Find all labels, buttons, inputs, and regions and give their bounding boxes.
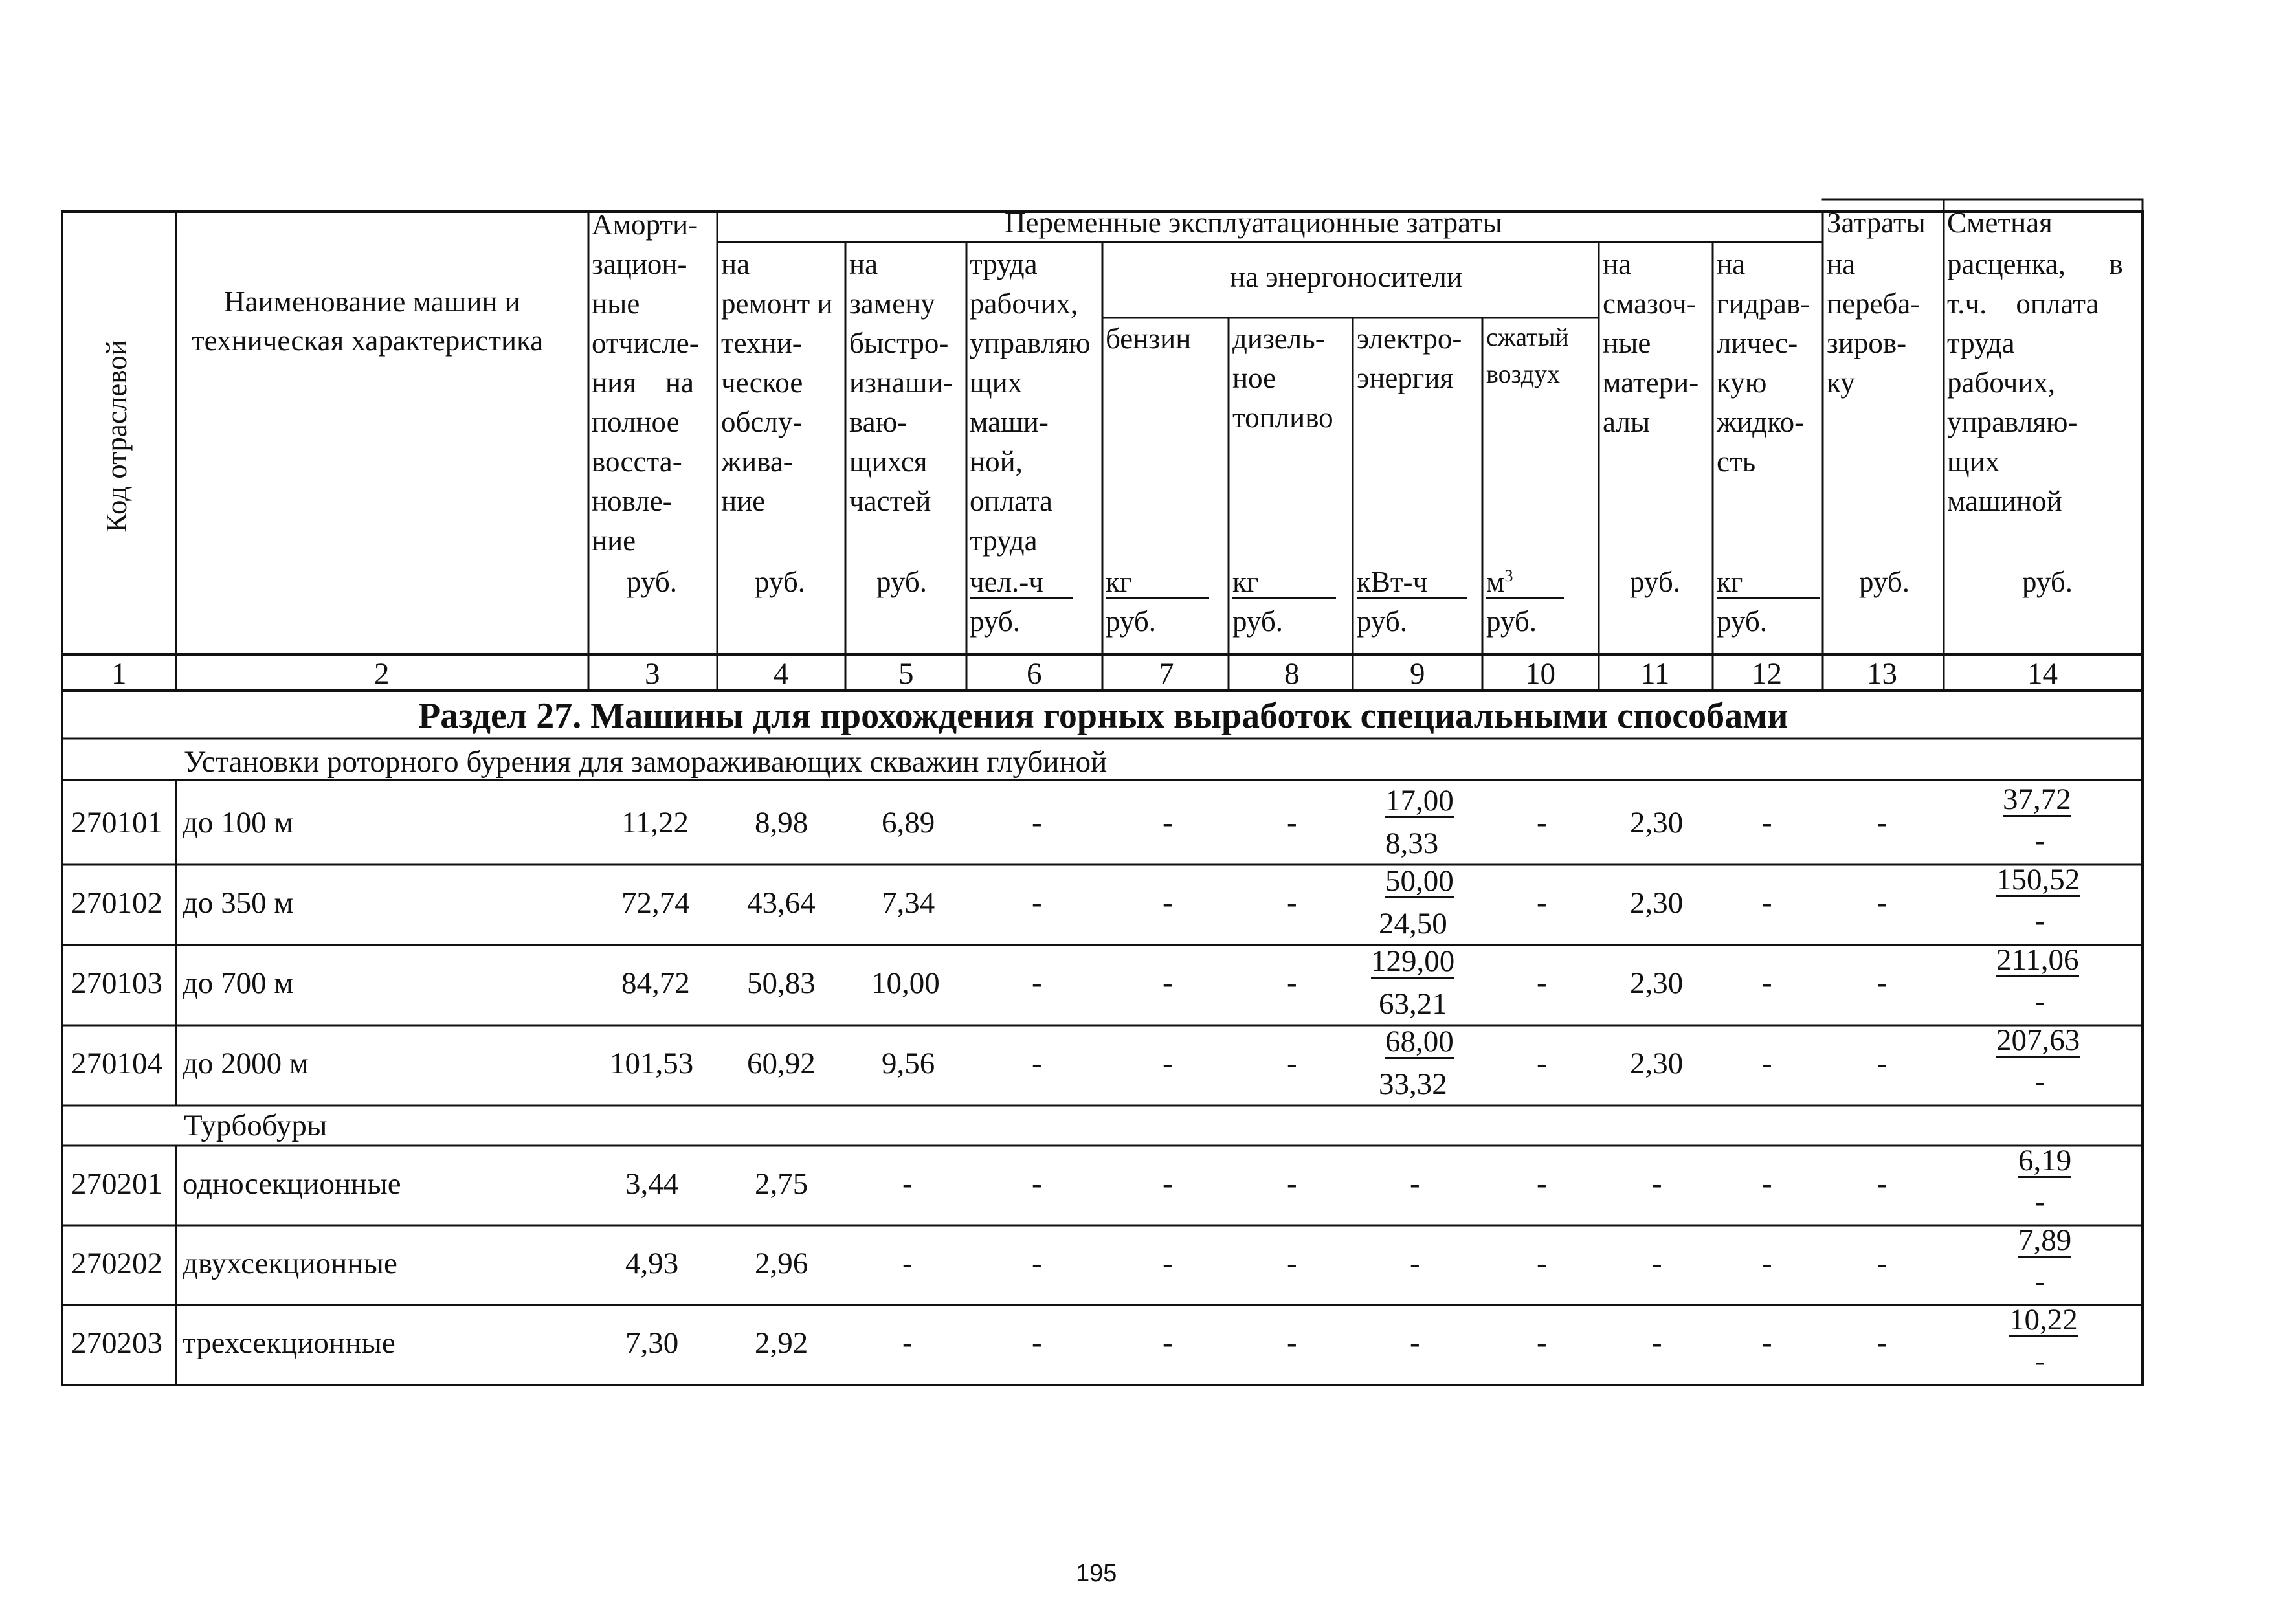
header-line: на [1603, 248, 1632, 280]
cell-repair: 50,83 [747, 966, 816, 1000]
row-code: 270203 [71, 1326, 162, 1360]
cell-parts: - [902, 1167, 913, 1201]
cell-air: - [1537, 1326, 1547, 1360]
cell-relocation: - [1877, 1247, 1888, 1280]
row-code: 270102 [71, 886, 162, 920]
row-name: односекционные [183, 1167, 401, 1201]
cell-rate-top: 207,63 [1996, 1023, 2080, 1057]
cell-hydraulic: - [1762, 1247, 1772, 1280]
header-unit-text: м [1486, 566, 1505, 598]
header-line: бензин [1106, 322, 1192, 355]
cell-parts: 9,56 [882, 1047, 935, 1080]
cell-electricity-bottom: 63,21 [1379, 987, 1447, 1021]
row-name: до 100 м [183, 806, 294, 840]
row-name: до 2000 м [183, 1047, 309, 1080]
cell-rate-bottom: - [2035, 984, 2045, 1018]
header-line: изнаши- [849, 366, 953, 399]
header-unit-top: кВт-ч [1357, 568, 1467, 599]
cell-parts: - [902, 1326, 913, 1360]
header-line: сжатый [1486, 322, 1569, 351]
row-code: 270104 [71, 1047, 162, 1080]
cell-electricity-bottom: 24,50 [1379, 907, 1447, 940]
header-unit-bottom: руб. [1717, 605, 1767, 638]
header-line: ческое [721, 366, 803, 399]
header-line: новле- [592, 485, 673, 517]
cell-hydraulic: - [1762, 966, 1772, 1000]
header-unit-sup: 3 [1504, 566, 1513, 585]
cell-repair: 2,92 [755, 1326, 808, 1360]
header-line: отчисле- [592, 327, 699, 359]
header-line: восста- [592, 445, 682, 478]
header-line: т.ч. оплата [1947, 287, 2099, 320]
cell-petrol: - [1163, 966, 1173, 1000]
cell-petrol: - [1163, 1247, 1173, 1280]
header-line: алы [1603, 406, 1651, 438]
header-line: ремонт и [721, 287, 833, 320]
cell-relocation: - [1877, 886, 1888, 920]
cell-rate-bottom: - [2035, 1065, 2045, 1098]
header-line: личес- [1717, 327, 1798, 359]
cell-electricity-top: 50,00 [1385, 864, 1454, 898]
row-code: 270202 [71, 1247, 162, 1280]
header-unit-top: чел.-ч [970, 568, 1073, 599]
row-name: двухсекционные [183, 1247, 397, 1280]
cell-labor: - [1032, 806, 1042, 840]
cell-petrol: - [1163, 886, 1173, 920]
header-line: полное [592, 406, 680, 438]
cell-diesel: - [1287, 1167, 1297, 1201]
header-line: щихся [849, 445, 928, 478]
cell-diesel: - [1287, 1326, 1297, 1360]
header-line: маши- [970, 406, 1049, 438]
header-line: электро- [1357, 322, 1462, 355]
header-line: ваю- [849, 406, 908, 438]
cell-diesel: - [1287, 886, 1297, 920]
column-number: 12 [1752, 657, 1782, 691]
cell-repair: 60,92 [747, 1047, 816, 1080]
header-line: переба- [1827, 287, 1921, 320]
header-unit: руб. [1630, 566, 1680, 598]
cell-hydraulic: - [1762, 806, 1772, 840]
cell-electricity: - [1410, 1167, 1420, 1201]
cell-rate-bottom: - [2035, 904, 2045, 938]
header-name-line: техническая характеристика [192, 324, 544, 357]
row-name: до 700 м [183, 966, 294, 1000]
cell-rate-bottom: - [2035, 824, 2045, 858]
column-number: 14 [2027, 657, 2058, 691]
column-number: 7 [1159, 657, 1174, 691]
header-line: на [849, 248, 878, 280]
cell-amortization: 101,53 [610, 1047, 694, 1080]
cell-electricity-bottom: 8,33 [1385, 827, 1439, 860]
section-title: Раздел 27. Машины для прохождения горных выработок специальными способами [418, 696, 1788, 736]
header-line: рабочих, [970, 287, 1078, 320]
header-line: ные [592, 287, 640, 320]
cell-rate-bottom: - [2035, 1185, 2045, 1219]
cell-air: - [1537, 1167, 1547, 1201]
header-name-line: Наименование машин и [224, 285, 520, 318]
row-code: 270103 [71, 966, 162, 1000]
row-code: 270101 [71, 806, 162, 840]
header-line: управляю- [1947, 406, 2078, 438]
header-line: управляю [970, 327, 1091, 359]
column-number: 11 [1640, 657, 1670, 691]
cell-repair: 43,64 [747, 886, 816, 920]
header-line: труда [1947, 327, 2015, 359]
column-number: 6 [1027, 657, 1042, 691]
cell-hydraulic: - [1762, 1047, 1772, 1080]
cell-parts: - [902, 1247, 913, 1280]
row-code: 270201 [71, 1167, 162, 1201]
group-title: Турбобуры [184, 1109, 328, 1142]
header-line: дизель- [1232, 322, 1325, 355]
cell-labor: - [1032, 1167, 1042, 1201]
header-line: зиров- [1827, 327, 1907, 359]
header-line: сть [1717, 445, 1756, 478]
cell-lubricants: 2,30 [1630, 886, 1684, 920]
cell-labor: - [1032, 886, 1042, 920]
cell-electricity-top: 68,00 [1385, 1025, 1454, 1058]
cell-air: - [1537, 1247, 1547, 1280]
cell-lubricants: 2,30 [1630, 806, 1684, 840]
cell-amortization: 3,44 [625, 1167, 679, 1201]
header-line: зацион- [592, 248, 687, 280]
header-line: на [721, 248, 750, 280]
column-number: 10 [1525, 657, 1555, 691]
row-name: до 350 м [183, 886, 294, 920]
cell-rate-top: 211,06 [1996, 943, 2079, 977]
header-unit-top: кг [1717, 568, 1820, 599]
row-name: трехсекционные [183, 1326, 395, 1360]
header-unit-bottom: руб. [1357, 605, 1407, 638]
cell-electricity-bottom: 33,32 [1379, 1067, 1447, 1101]
header-line: ния на [592, 366, 694, 399]
header-line: ные [1603, 327, 1651, 359]
header-line: обслу- [721, 406, 803, 438]
cell-amortization: 11,22 [621, 806, 689, 840]
cell-petrol: - [1163, 1326, 1173, 1360]
cell-relocation: - [1877, 1167, 1888, 1201]
cell-lubricants: - [1652, 1326, 1662, 1360]
header-line: жидко- [1717, 406, 1805, 438]
cell-petrol: - [1163, 806, 1173, 840]
cell-rate-bottom: - [2035, 1265, 2045, 1298]
cell-labor: - [1032, 1047, 1042, 1080]
header-line: Аморти- [592, 208, 698, 241]
cell-air: - [1537, 1047, 1547, 1080]
header-unit: руб. [755, 566, 805, 598]
cell-parts: 7,34 [882, 886, 935, 920]
header-line: рабочих, [1947, 366, 2056, 399]
header-line: жива- [721, 445, 793, 478]
cell-repair: 2,75 [755, 1167, 808, 1201]
header-variable-group: Переменные эксплуатационные затраты [1005, 206, 1502, 239]
header-unit: руб. [627, 566, 677, 598]
cell-relocation: - [1877, 966, 1888, 1000]
header-line: машиной [1947, 485, 2062, 517]
header-line: топливо [1232, 401, 1333, 434]
header-line: воздух [1486, 359, 1561, 388]
cell-petrol: - [1163, 1167, 1173, 1201]
cell-hydraulic: - [1762, 1326, 1772, 1360]
cell-labor: - [1032, 966, 1042, 1000]
header-line: техни- [721, 327, 802, 359]
header-line: Затраты [1827, 206, 1926, 239]
header-line: быстро- [849, 327, 949, 359]
cell-repair: 2,96 [755, 1247, 808, 1280]
column-number: 5 [898, 657, 914, 691]
header-unit-top: кг [1106, 568, 1209, 599]
column-number: 8 [1284, 657, 1300, 691]
cell-labor: - [1032, 1326, 1042, 1360]
column-number: 9 [1410, 657, 1425, 691]
header-line: оплата [970, 485, 1053, 517]
cell-hydraulic: - [1762, 886, 1772, 920]
header-code-label: Код отраслевой [100, 340, 133, 533]
cell-amortization: 7,30 [625, 1326, 679, 1360]
cell-rate-top: 37,72 [2003, 783, 2071, 816]
cell-relocation: - [1877, 1047, 1888, 1080]
header-unit: руб. [876, 566, 927, 598]
cell-air: - [1537, 966, 1547, 1000]
column-number: 1 [111, 657, 127, 691]
column-number: 2 [374, 657, 390, 691]
header-line: щих [970, 366, 1023, 399]
column-number: 13 [1867, 657, 1897, 691]
cell-amortization: 4,93 [625, 1247, 679, 1280]
header-unit-bottom: руб. [970, 605, 1020, 638]
header-unit-top: кг [1232, 568, 1336, 599]
cell-parts: 6,89 [882, 806, 935, 840]
cell-lubricants: - [1652, 1247, 1662, 1280]
header-line: кую [1717, 366, 1767, 399]
cell-electricity-top: 17,00 [1385, 784, 1454, 818]
cell-air: - [1537, 806, 1547, 840]
cell-relocation: - [1877, 806, 1888, 840]
header-unit-bottom: руб. [1232, 605, 1283, 638]
header-line: щих [1947, 445, 2000, 478]
cell-rate-bottom: - [2035, 1344, 2045, 1378]
page-number: 195 [1076, 1560, 1117, 1587]
header-line: на [1827, 248, 1856, 280]
cell-petrol: - [1163, 1047, 1173, 1080]
cell-diesel: - [1287, 1047, 1297, 1080]
header-line: на [1717, 248, 1746, 280]
header-unit-bottom: руб. [1486, 605, 1537, 638]
header-unit-bottom: руб. [1106, 605, 1156, 638]
cell-electricity: - [1410, 1326, 1420, 1360]
header-line: энергия [1357, 362, 1454, 394]
header-line: ное [1232, 362, 1276, 394]
cell-lubricants: - [1652, 1167, 1662, 1201]
header-unit-top [1486, 568, 1564, 599]
header-line: гидрав- [1717, 287, 1810, 320]
column-number: 4 [774, 657, 789, 691]
cell-lubricants: 2,30 [1630, 966, 1684, 1000]
header-line: смазоч- [1603, 287, 1697, 320]
cell-air: - [1537, 886, 1547, 920]
header-line: расценка, в [1947, 248, 2123, 280]
cell-amortization: 72,74 [621, 886, 690, 920]
header-line: ние [721, 485, 766, 517]
cell-rate-top: 150,52 [1996, 863, 2080, 896]
group-title: Установки роторного бурения для замораживающих скважин глубиной [184, 745, 1108, 779]
cell-parts: 10,00 [871, 966, 940, 1000]
header-line: матери- [1603, 366, 1699, 399]
cell-relocation: - [1877, 1326, 1888, 1360]
cell-lubricants: 2,30 [1630, 1047, 1684, 1080]
column-number: 3 [645, 657, 660, 691]
header-line: ние [592, 524, 636, 557]
header-line: замену [849, 287, 935, 320]
cell-diesel: - [1287, 1247, 1297, 1280]
header-energy-group: на энергоносители [1230, 261, 1462, 293]
header-line: ку [1827, 366, 1855, 399]
header-line: ной, [970, 445, 1023, 478]
cell-rate-top: 10,22 [2009, 1303, 2078, 1337]
cell-diesel: - [1287, 806, 1297, 840]
cell-rate-top: 7,89 [2018, 1223, 2072, 1257]
cell-electricity: - [1410, 1247, 1420, 1280]
header-line: Сметная [1947, 206, 2053, 239]
cell-electricity-top: 129,00 [1371, 944, 1455, 978]
cell-amortization: 84,72 [621, 966, 690, 1000]
header-unit: руб. [2022, 566, 2073, 598]
cell-labor: - [1032, 1247, 1042, 1280]
cell-repair: 8,98 [755, 806, 808, 840]
cell-rate-top: 6,19 [2018, 1144, 2072, 1177]
header-unit: руб. [1859, 566, 1910, 598]
header-line: труда [970, 524, 1038, 557]
cell-hydraulic: - [1762, 1167, 1772, 1201]
header-line: частей [849, 485, 931, 517]
cell-diesel: - [1287, 966, 1297, 1000]
header-line: труда [970, 248, 1038, 280]
